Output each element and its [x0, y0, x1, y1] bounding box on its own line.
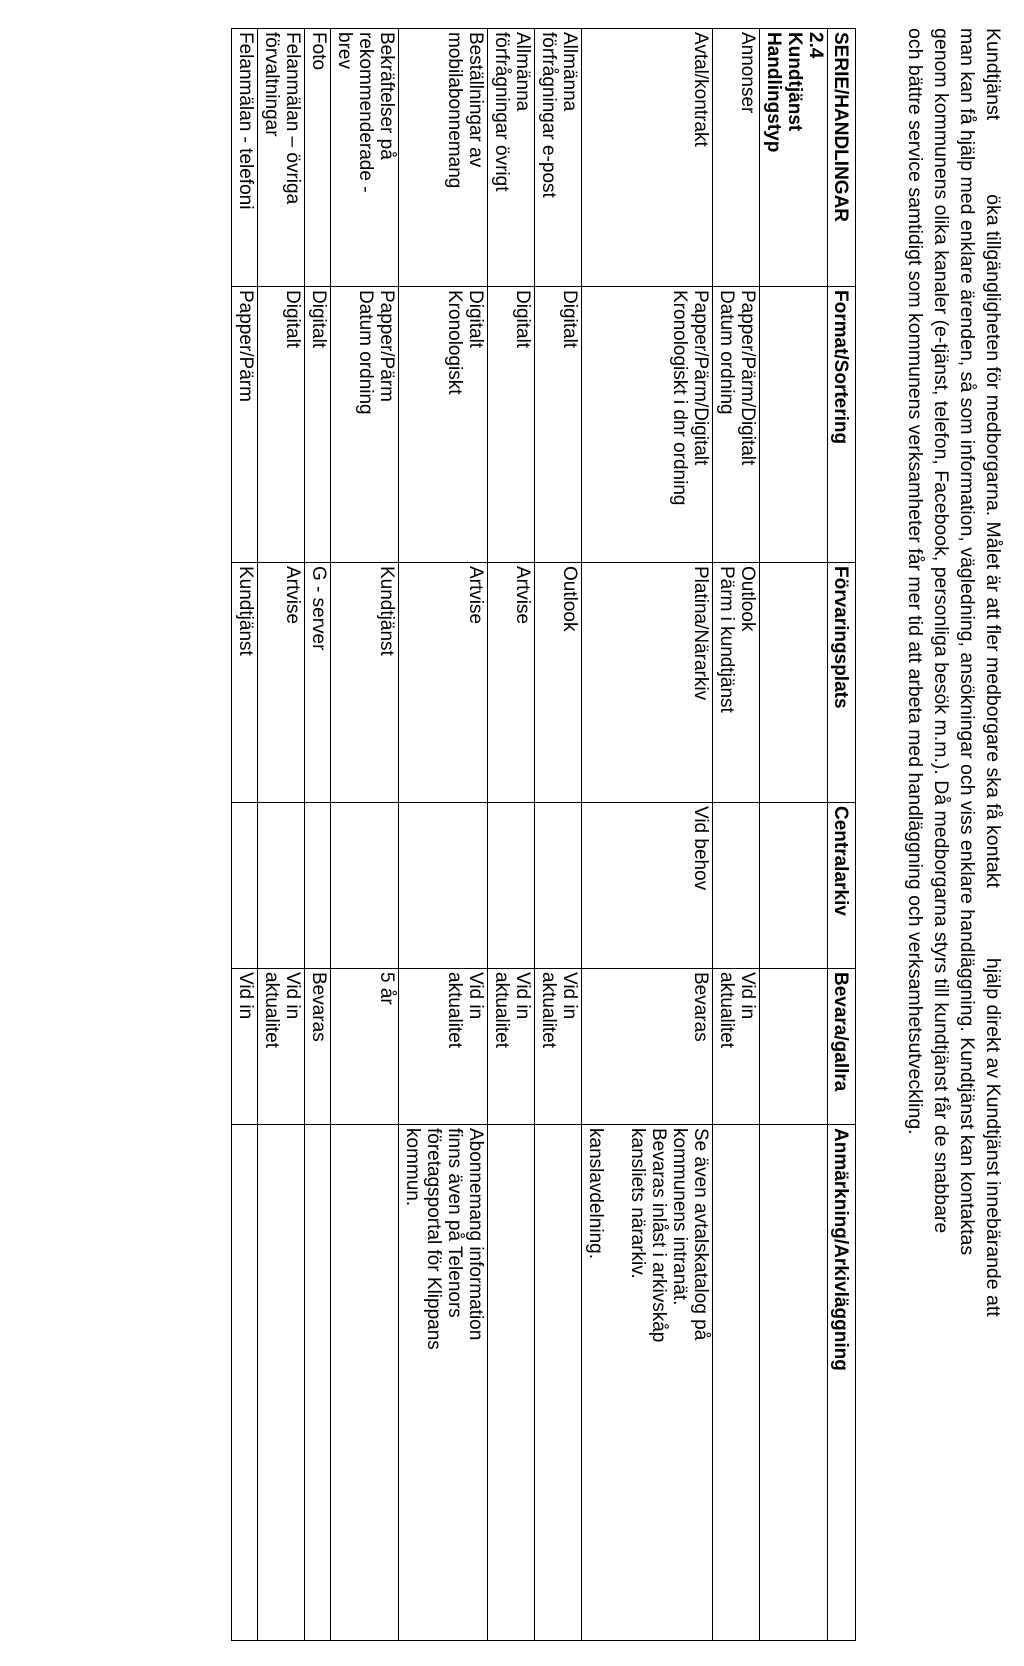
cell-anmarkning: Se även avtalskatalog på kommunens intranät. Bevaras inlåst i arkivskåp kansliets närarkiv. kanslavdelning. [582, 1125, 713, 1641]
cell-forvaring: Platina/Närarkiv [582, 563, 713, 803]
cell-anmarkning [258, 1125, 305, 1641]
cell-format: Digitalt Kronologiskt [399, 287, 488, 563]
cell-bevara: Bevaras [582, 969, 713, 1125]
table-row [535, 29, 582, 1641]
table-row [399, 29, 488, 1641]
intro-line-4: och bättre service samtidigt som kommunens verksamheter får mer tid att arbeta med handläggning och verksamhetsutveckling. [904, 28, 926, 1135]
group-empty-cell [760, 1125, 828, 1641]
table-row [488, 29, 535, 1641]
group-empty-cell [760, 969, 828, 1125]
cell-bevara: Bevaras [305, 969, 331, 1125]
cell-serie: Foto [305, 29, 331, 287]
intro-line-1-text: öka tillgängligheten för medborgarna. Målet är att fler medborgare ska få kontakt [982, 194, 1004, 888]
cell-forvaring: G - server [305, 563, 331, 803]
cell-serie: Beställningar av mobilabonnemang [399, 29, 488, 287]
cell-centralarkiv [331, 803, 399, 969]
cell-centralarkiv [488, 803, 535, 969]
table-row [232, 29, 258, 1641]
group-cell [760, 29, 828, 287]
cell-bevara: Vid in aktualitet [258, 969, 305, 1125]
header-format: Format/Sortering [828, 287, 856, 563]
cell-centralarkiv [305, 803, 331, 969]
intro-line-1 [980, 28, 1006, 1643]
cell-centralarkiv [399, 803, 488, 969]
cell-centralarkiv [258, 803, 305, 969]
cell-anmarkning [535, 1125, 582, 1641]
cell-format: Digitalt [535, 287, 582, 563]
cell-centralarkiv [535, 803, 582, 969]
cell-bevara: Vid in aktualitet [713, 969, 760, 1125]
cell-anmarkning [305, 1125, 331, 1641]
header-serie: SERIE/HANDLINGAR [828, 29, 856, 287]
cell-format: Digitalt [258, 287, 305, 563]
group-name: Kundtjänst [784, 32, 805, 132]
cell-forvaring: Outlook Pärm i kundtjänst [713, 563, 760, 803]
table-row [258, 29, 305, 1641]
intro-line-2: man kan få hjälp med enklare ärenden, så som information, vägledning, ansökningar och viss enklare handläggning. Kundtjänst kan kontaktas [956, 28, 978, 1256]
group-empty-cell [760, 803, 828, 969]
cell-forvaring: Kundtjänst [232, 563, 258, 803]
cell-forvaring: Outlook [535, 563, 582, 803]
cell-format: Papper/Pärm/Digitalt Kronologiskt i dnr ordning [582, 287, 713, 563]
intro-paragraph [902, 28, 1006, 1643]
cell-anmarkning [488, 1125, 535, 1641]
cell-format: Papper/Pärm Datum ordning [331, 287, 399, 563]
cell-format: Digitalt [305, 287, 331, 563]
cell-bevara: Vid in aktualitet [488, 969, 535, 1125]
table-body [232, 29, 828, 1641]
cell-serie: Bekräftelser på rekommenderade - brev [331, 29, 399, 287]
cell-anmarkning [232, 1125, 258, 1641]
cell-forvaring: Kundtjänst [331, 563, 399, 803]
cell-bevara: Vid in aktualitet [399, 969, 488, 1125]
intro-line-3: genom kommunens olika kanaler (e-tjänst, telefon, Facebook, personliga besök m.m.). Då medborgarna styrs till kundtjänst får de snabbare [930, 28, 952, 1234]
cell-serie: Allmänna förfrågningar e-post [535, 29, 582, 287]
cell-serie: Felanmälan – övriga förvaltningar [258, 29, 305, 287]
group-number: 2.4 [805, 32, 826, 59]
table-row [582, 29, 713, 1641]
cell-anmarkning [713, 1125, 760, 1641]
header-centralarkiv: Centralarkiv [828, 803, 856, 969]
header-forvaring: Förvaringsplats [828, 563, 856, 803]
cell-serie: Felanmälan - telefoni [232, 29, 258, 287]
cell-format: Digitalt [488, 287, 535, 563]
cell-format: Papper/Pärm [232, 287, 258, 563]
table-row [713, 29, 760, 1641]
group-empty-cell [760, 287, 828, 563]
cell-centralarkiv: Vid behov [582, 803, 713, 969]
intro-line-1-end: hjälp direkt av Kundtjänst innebärande att [982, 957, 1004, 1317]
cell-serie: Annonser [713, 29, 760, 287]
cell-bevara: Vid in [232, 969, 258, 1125]
cell-bevara: 5 år [331, 969, 399, 1125]
header-bevara: Bevara/gallra [828, 969, 856, 1125]
cell-centralarkiv [713, 803, 760, 969]
group-subheader: Handlingstyp [763, 32, 784, 153]
cell-bevara: Vid in aktualitet [535, 969, 582, 1125]
cell-centralarkiv [232, 803, 258, 969]
table-row [331, 29, 399, 1641]
intro-line-1-label: Kundtjänst [982, 28, 1004, 121]
cell-forvaring: Artvise [488, 563, 535, 803]
records-table [231, 28, 856, 1641]
table-row [305, 29, 331, 1641]
cell-forvaring: Artvise [399, 563, 488, 803]
cell-format: Papper/Pärm/Digitalt Datum ordning [713, 287, 760, 563]
group-empty-cell [760, 563, 828, 803]
table-header-row [828, 29, 856, 1641]
header-anmarkning: Anmärkning/Arkivläggning [828, 1125, 856, 1641]
cell-anmarkning [331, 1125, 399, 1641]
cell-serie: Avtal/kontrakt [582, 29, 713, 287]
group-row [760, 29, 828, 1641]
cell-anmarkning: Abonnemang information finns även på Telenors företagsportal för Klippans kommun. [399, 1125, 488, 1641]
cell-serie: Allmänna förfrågningar övrigt [488, 29, 535, 287]
cell-forvaring: Artvise [258, 563, 305, 803]
